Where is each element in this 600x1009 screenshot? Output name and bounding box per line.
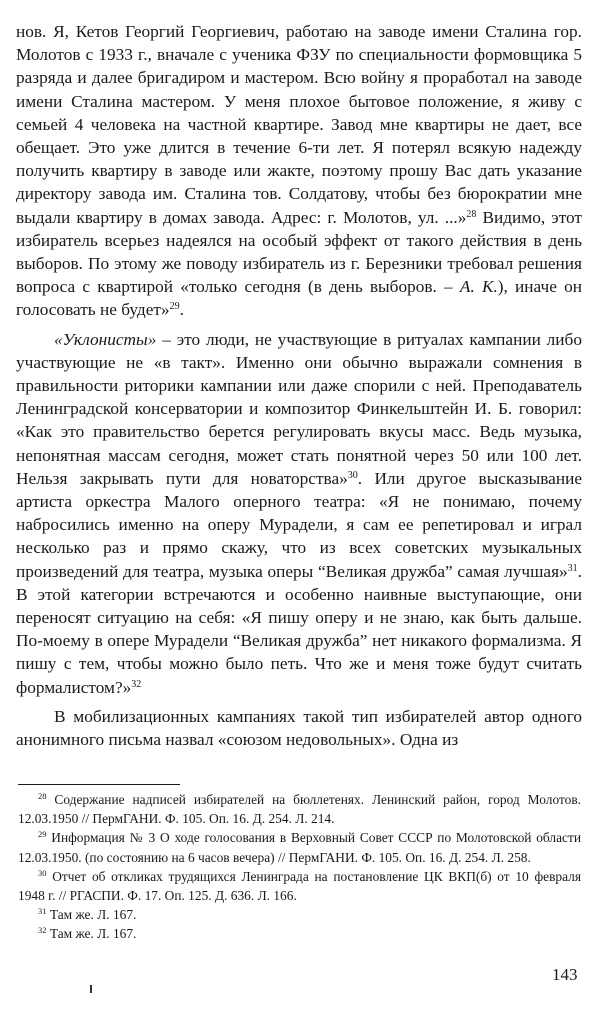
footnote-text: Содержание надписей избирателей на бюллетенях. Ленинский район, город Молотов. 12.03.1950 // ПермГАНИ. Ф. 105. Оп. 16. Д. 254. Л. 214. bbox=[18, 792, 581, 827]
footnote-32 bbox=[18, 924, 581, 943]
paragraph-1-text: нов. Я, Кетов Георгий Георгиевич, работаю на заводе имени Сталина гор. Молотов с 1933 г., вначале с ученика ФЗУ по специальности формовщика 5 разряда и далее бригадиром и мастером. Всю войну я проработал на заводе имени Сталина мастером. У меня плохое бытовое положение, я живу с семьей 4 человека на частной квартире. Завод мне квартиры не дает, все обещает. Это уже длится в течение 6-ти лет. Я потерял всякую надежду получить квартиру в заводе или жакте, поэтому прошу Вас дать указание директору завода им. Сталина тов. Солдатову, чтобы без бюрократии мне выдали квартиру в домах завода. Адрес: г. Молотов, ул. ...» bbox=[16, 22, 582, 227]
footnote-text: Там же. Л. 167. bbox=[46, 926, 137, 942]
paragraph-2 bbox=[16, 328, 582, 699]
footnote-text: Отчет об откликах трудящихся Ленинграда на постановление ЦК ВКП(б) от 10 февраля 1948 г. // РГАСПИ. Ф. 17. Оп. 125. Д. 636. Л. 166. bbox=[18, 868, 581, 904]
footnote-ref-32: 32 bbox=[131, 678, 142, 690]
author-initials: А. К. bbox=[459, 277, 498, 297]
footnote-number: 29 bbox=[38, 829, 47, 840]
footnote-29 bbox=[18, 828, 581, 866]
paragraph-2-text-c: . В этой категории встречаются и особенно наивные выступающие, они переносят ситуацию на себя: «Я пишу оперу и не знаю, как быть дальше. По-моему в опере Мурадели “Великая дружба” нет никакого формализма. Я пишу с тем, чтобы можно было петь. Что же и меня тоже будут считать формалистом?» bbox=[16, 561, 582, 697]
paragraph-2-text-b: . Или другое высказывание артиста оркестра Малого оперного театра: «Я не понимаю, почему набросились именно на оперу Мурадели, я сам ее репетировал и играл несколько раз и прямо скажу, что из всех советских музыкальных произведений для театра, музыка оперы “Великая дружба” самая лучшая» bbox=[16, 468, 582, 581]
footnote-number: 30 bbox=[38, 867, 47, 878]
term-uklonisty: «Уклонисты» bbox=[54, 329, 157, 349]
footnote-number: 31 bbox=[38, 906, 47, 917]
footnote-ref-30: 30 bbox=[347, 469, 358, 481]
footnote-30 bbox=[18, 867, 581, 905]
paragraph-3-text: В мобилизационных кампаниях такой тип избирателей автор одного анонимного письма назвал «союзом недовольных». Одна из bbox=[16, 706, 582, 750]
footnote-number: 28 bbox=[38, 791, 47, 801]
paragraph-1-end: . bbox=[179, 300, 184, 320]
footnote-ref-29: 29 bbox=[169, 301, 180, 313]
paragraph-1-text-b: Видимо, этот избиратель всерьез надеялся на особый эффект от такого действия в день выборов. По этому же поводу избиратель из г. Березники требовал решения вопроса с квартирой «только сегодня (в день выборов. – bbox=[16, 207, 582, 297]
footnote-separator bbox=[18, 784, 180, 785]
page-number: 143 bbox=[552, 965, 578, 984]
footnote-31 bbox=[18, 905, 581, 924]
paragraph-1 bbox=[16, 20, 582, 322]
paragraph-3 bbox=[16, 705, 582, 751]
scan-mark bbox=[90, 985, 92, 993]
footnote-text: Там же. Л. 167. bbox=[46, 907, 137, 923]
main-text bbox=[16, 20, 582, 751]
footnote-ref-31: 31 bbox=[567, 562, 578, 574]
paragraph-1-text-c: ), иначе он голосовать не будет» bbox=[16, 277, 582, 320]
paragraph-2-text-a: – это люди, не участвующие в ритуалах кампании либо участвующие не «в такт». Именно они обычно выражали сомнения в правильности риторики кампании или даже спорили с ней. Преподаватель Ленинградской консерватории и композитор Финкельштейн И. Б. говорил: «Как это правительство берется регулировать вкусы масс. Ведь музыка, непонятная массам сегодня, может стать понятной через 50 или 100 лет. Нельзя закрывать пути для новаторства» bbox=[16, 329, 582, 488]
footnote-28 bbox=[18, 790, 581, 828]
footnote-text: Информация № 3 О ходе голосования в Верховный Совет СССР по Молотовской области 12.03.1950. (по состоянию на 6 часов вечера) // ПермГАНИ. Ф. 105. Оп. 16. Д. 254. Л. 258. bbox=[18, 830, 581, 865]
footnotes bbox=[18, 790, 581, 944]
footnote-number: 32 bbox=[38, 925, 47, 936]
footnote-ref-28: 28 bbox=[466, 208, 477, 220]
